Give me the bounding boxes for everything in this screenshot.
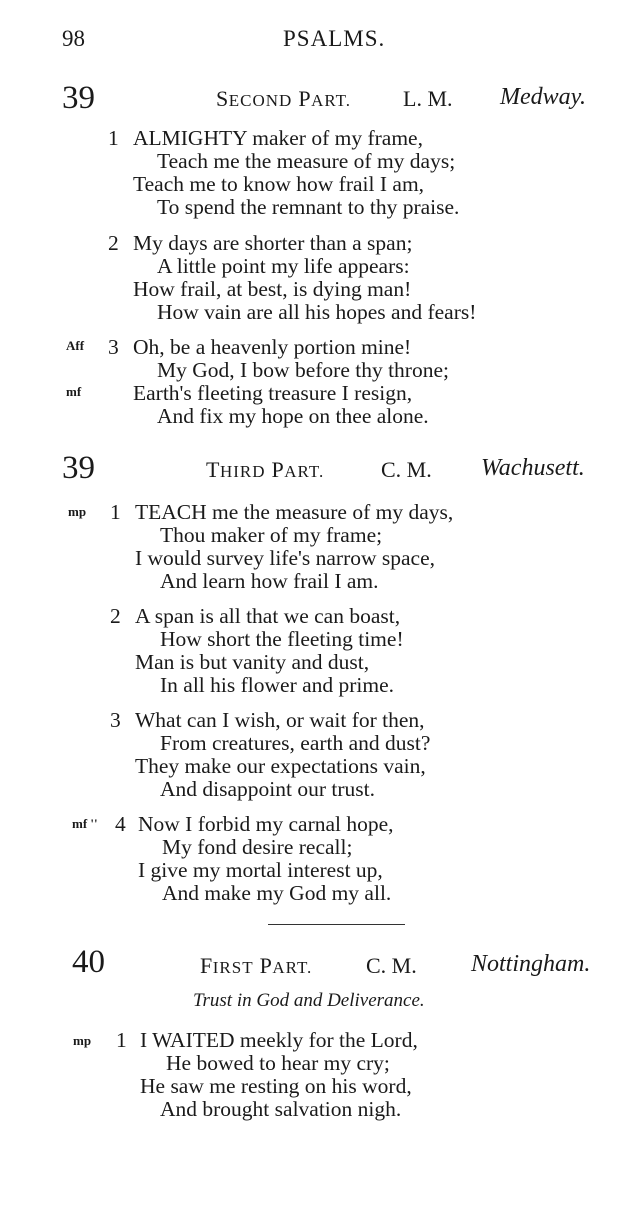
verse-number: 4 xyxy=(115,812,126,836)
dynamic-mark: Aff xyxy=(66,338,85,353)
verse-line: Man is but vanity and dust, xyxy=(135,650,370,674)
part-rest: IRST xyxy=(212,958,254,977)
hymn-number: 39 xyxy=(62,80,95,116)
part-rest-2: ART. xyxy=(272,958,313,977)
verse-number: 2 xyxy=(110,604,121,628)
running-head: PSALMS. xyxy=(283,26,386,51)
verse-line: And fix my hope on thee alone. xyxy=(157,404,429,428)
verse-line: Oh, be a heavenly portion mine! xyxy=(133,335,412,359)
part-initial: S xyxy=(216,86,229,111)
verse-line: They make our expectations vain, xyxy=(135,754,426,778)
hymn-part xyxy=(200,953,312,979)
part-initial: F xyxy=(200,953,213,978)
hymn-meter: C. M. xyxy=(366,953,417,978)
verse-number: 1 xyxy=(108,126,119,150)
verse-line: I WAITED meekly for the Lord, xyxy=(140,1028,418,1052)
hymn-part xyxy=(206,457,324,483)
hymn-part xyxy=(216,86,351,112)
section-divider xyxy=(268,924,405,925)
verse-line: My days are shorter than a span; xyxy=(133,231,413,255)
verse-line: TEACH me the measure of my days, xyxy=(135,500,454,524)
dynamic-mark: mp xyxy=(73,1033,92,1048)
verse-line: How short the fleeting time! xyxy=(160,627,404,651)
verse-line: How vain are all his hopes and fears! xyxy=(157,300,477,324)
verse-line: Thou maker of my frame; xyxy=(160,523,383,547)
verse-line: And brought salvation nigh. xyxy=(160,1097,402,1121)
part-initial-2: P xyxy=(298,86,312,111)
verse-line: A little point my life appears: xyxy=(157,254,410,278)
part-rest-2: ART. xyxy=(311,91,352,110)
part-rest: ECOND xyxy=(228,91,293,110)
hymn-meter: L. M. xyxy=(403,86,453,111)
part-rest: HIRD xyxy=(219,462,266,481)
verse-line: To spend the remnant to thy praise. xyxy=(157,195,460,219)
verse-line: Teach me the measure of my days; xyxy=(157,149,456,173)
part-rest-2: ART. xyxy=(284,462,325,481)
verse-line: A span is all that we can boast, xyxy=(135,604,401,628)
hymn-number: 40 xyxy=(72,944,105,980)
dynamic-mark: mf xyxy=(66,384,82,399)
verse-line: I give my mortal interest up, xyxy=(138,858,383,882)
part-initial-2: P xyxy=(259,953,273,978)
verse-line: Earth's fleeting treasure I resign, xyxy=(133,381,413,405)
verse-line: And learn how frail I am. xyxy=(160,569,379,593)
part-initial-2: P xyxy=(271,457,285,482)
hymn-meter: C. M. xyxy=(381,457,432,482)
verse-line: ALMIGHTY maker of my frame, xyxy=(133,126,423,150)
verse-line: My fond desire recall; xyxy=(162,835,353,859)
verse-number: 2 xyxy=(108,231,119,255)
verse-line: He bowed to hear my cry; xyxy=(166,1051,390,1075)
dynamic-mark: mf '' xyxy=(72,816,98,831)
hymn-tune: Nottingham. xyxy=(471,951,591,977)
verse-number: 3 xyxy=(110,708,121,732)
hymn-number: 39 xyxy=(62,450,95,486)
verse-line: Now I forbid my carnal hope, xyxy=(138,812,394,836)
verse-line: From creatures, earth and dust? xyxy=(160,731,431,755)
part-initial: T xyxy=(206,457,220,482)
hymn-subtitle: Trust in God and Deliverance. xyxy=(193,990,425,1011)
verse-number: 1 xyxy=(116,1028,127,1052)
verse-line: My God, I bow before thy throne; xyxy=(157,358,449,382)
verse-line: I would survey life's narrow space, xyxy=(135,546,436,570)
dynamic-mark: mp xyxy=(68,504,87,519)
verse-line: Teach me to know how frail I am, xyxy=(133,172,425,196)
verse-line: And disappoint our trust. xyxy=(160,777,375,801)
verse-line: He saw me resting on his word, xyxy=(140,1074,412,1098)
verse-number: 3 xyxy=(108,335,119,359)
verse-line: And make my God my all. xyxy=(162,881,392,905)
hymn-tune: Wachusett. xyxy=(481,455,585,481)
page-number: 98 xyxy=(62,26,85,51)
verse-line: How frail, at best, is dying man! xyxy=(133,277,412,301)
verse-line: In all his flower and prime. xyxy=(160,673,395,697)
hymn-tune: Medway. xyxy=(500,84,586,110)
verse-line: What can I wish, or wait for then, xyxy=(135,708,425,732)
verse-number: 1 xyxy=(110,500,121,524)
